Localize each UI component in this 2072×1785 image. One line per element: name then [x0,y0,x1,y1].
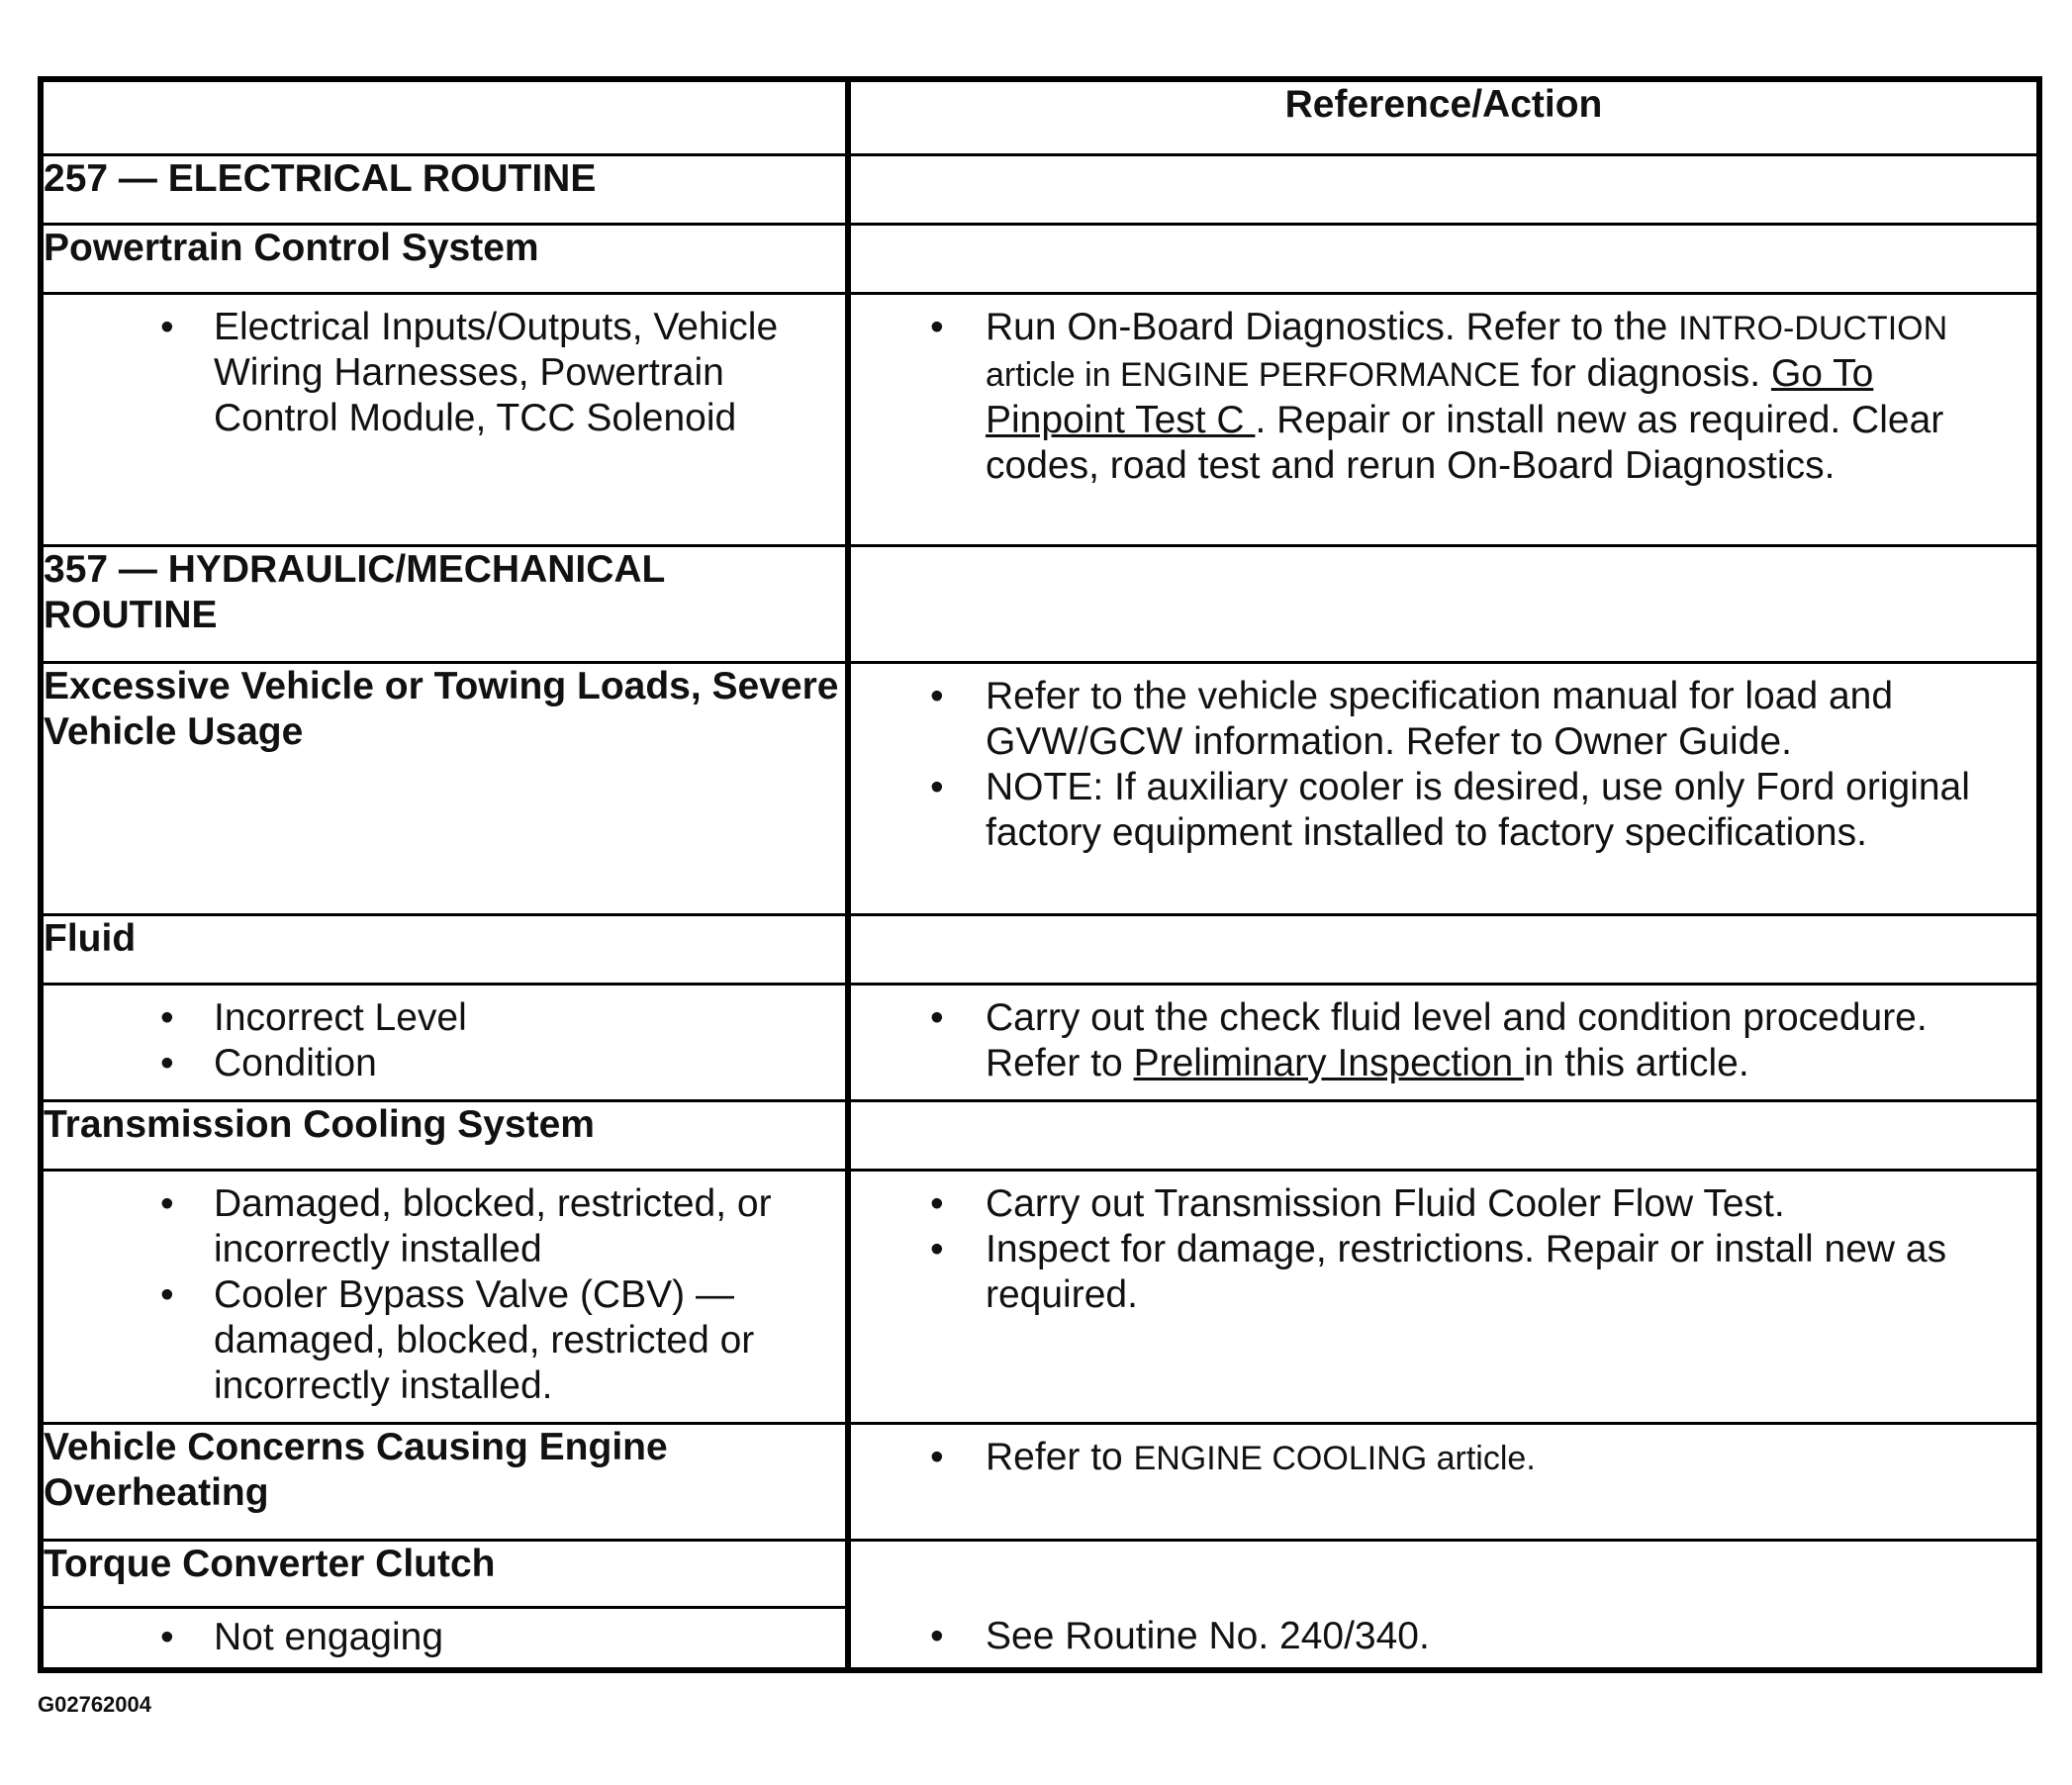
list-item [851,305,2017,489]
fluid-detail-row [41,984,2039,1100]
diagnostic-routine-table [38,76,2042,1673]
tcc-action-list [851,1604,2036,1659]
routine-257-action-cell [848,154,2039,224]
routine-257-title: 257 — ELECTRICAL ROUTINE [41,154,848,224]
fluid-title-row [41,914,2039,984]
list-item: • Cooler Bypass Valve (CBV) — damaged, blocked, restricted or incorrectly installed. [44,1272,825,1409]
header-left-cell [41,79,848,154]
header-reference-action: Reference/Action [848,79,2039,154]
torque-converter-clutch-title: Torque Converter Clutch [41,1540,848,1607]
preliminary-inspection-link[interactable]: Preliminary Inspection [1133,1041,1525,1084]
action-text: Carry out the check fluid level and condition procedure. Refer to [986,995,1928,1084]
overheating-action-list [851,1425,2036,1481]
routine-357-row [41,545,2039,662]
excessive-loads-title: Excessive Vehicle or Towing Loads, Severe Vehicle Usage [41,662,848,914]
excessive-loads-row [41,662,2039,914]
tcc-action-cell [848,1540,2039,1670]
cooling-title-row [41,1100,2039,1170]
routine-257-row [41,154,2039,224]
engine-cooling-reference: ENGINE COOLING article. [1133,1439,1536,1477]
tcc-title-row [41,1540,2039,1607]
powertrain-action-cell [848,293,2039,545]
cooling-detail-row [41,1170,2039,1423]
list-item: • Condition [44,1041,825,1086]
pinpoint-test-c-link[interactable]: Go To Pinpoint Test C [986,351,1874,441]
excessive-loads-action-list [851,664,2036,856]
list-item: • Electrical Inputs/Outputs, Vehicle Wiring Harnesses, Powertrain Control Module, TCC Solenoid [44,305,825,441]
cooling-title-action-cell [848,1100,2039,1170]
table-header-row [41,79,2039,154]
list-item: • Refer to the vehicle specification manual for load and GVW/GCW information. Refer to Owner Guide. [851,674,2017,765]
cooling-action-list [851,1172,2036,1318]
cooling-causes-list [44,1172,845,1409]
fluid-causes-list [44,986,845,1086]
tcc-causes-cell [41,1607,848,1670]
overheating-action-cell [848,1423,2039,1540]
excessive-loads-action-cell [848,662,2039,914]
list-item: • Carry out Transmission Fluid Cooler Flow Test. [851,1181,2017,1227]
routine-357-title: 357 — HYDRAULIC/MECHANICAL ROUTINE [41,545,848,662]
list-item [851,1435,2017,1481]
fluid-action-cell [848,984,2039,1100]
list-item: • Incorrect Level [44,995,825,1041]
list-item: • NOTE: If auxiliary cooler is desired, use only Ford original factory equipment installed to factory specifications. [851,765,2017,856]
action-text: in this article. [1524,1041,1749,1084]
powertrain-causes-cell [41,293,848,545]
action-text: . Repair or install new as required. Clear codes, road test and rerun On-Board Diagnostics. [986,398,1944,487]
transmission-cooling-system-title: Transmission Cooling System [41,1100,848,1170]
list-item: • Damaged, blocked, restricted, or incorrectly installed [44,1181,825,1272]
fluid-title-action-cell [848,914,2039,984]
list-item [851,995,2017,1086]
fluid-title: Fluid [41,914,848,984]
list-item: • Inspect for damage, restrictions. Repair or install new as required. [851,1227,2017,1318]
fluid-action-list [851,986,2036,1086]
powertrain-detail-row [41,293,2039,545]
powertrain-title-action-cell [848,224,2039,293]
routine-357-action-cell [848,545,2039,662]
powertrain-title-row [41,224,2039,293]
action-text: Run On-Board Diagnostics. Refer to the [986,305,1679,348]
overheating-row [41,1423,2039,1540]
fluid-causes-cell [41,984,848,1100]
powertrain-causes-list [44,295,845,441]
powertrain-action-list [851,295,2036,489]
engine-overheating-title: Vehicle Concerns Causing Engine Overheating [41,1423,848,1540]
figure-id-label: G02762004 [38,1692,151,1717]
list-item: • Not engaging [44,1615,825,1660]
action-text: Refer to [986,1435,1134,1478]
list-item: • See Routine No. 240/340. [851,1614,2017,1659]
cooling-causes-cell [41,1170,848,1423]
powertrain-control-system-title: Powertrain Control System [41,224,848,293]
action-text: for diagnosis. [1520,351,1771,395]
tcc-causes-list [44,1609,845,1660]
cooling-action-cell [848,1170,2039,1423]
engine-performance-reference: INTRO-DUCTION article in ENGINE PERFORMANCE [986,309,1948,394]
